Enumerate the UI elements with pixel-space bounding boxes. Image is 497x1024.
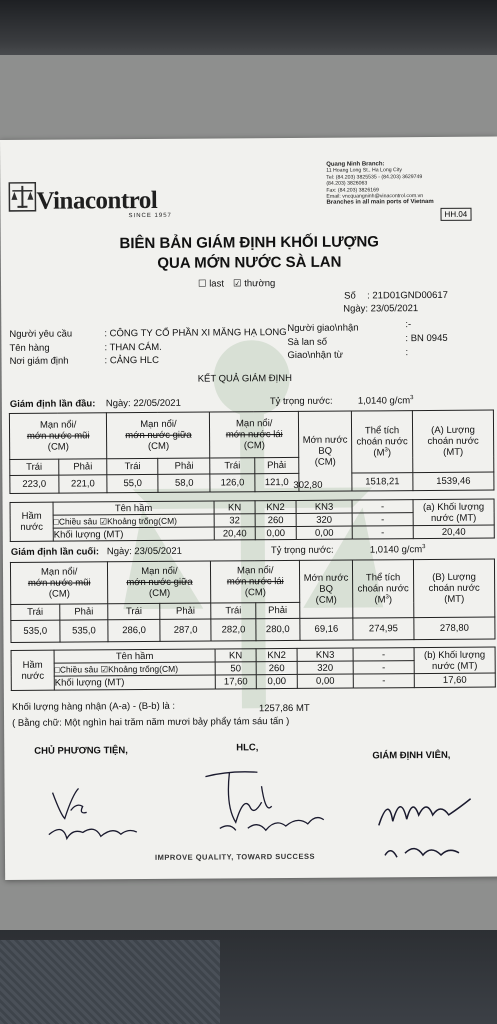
form-code: HH.04 (440, 208, 471, 221)
header-mid: Mạn nổi/ mớn nước giữa (CM) (108, 561, 211, 604)
mass-row: Khối lượng (MT) (54, 675, 215, 690)
owner-signature-icon (43, 784, 153, 845)
from-label: Giao\nhận từ (287, 349, 344, 361)
cell: 260 (255, 513, 296, 526)
header-bow: Mạn nổi/ mớn nước mũi (CM) (10, 562, 108, 605)
col-right: Phải (160, 603, 212, 619)
owner-sign-label: CHỦ PHƯƠNG TIỆN, (34, 745, 128, 757)
cell: 223,0 (10, 475, 59, 493)
ballast-label: Hầm nước (11, 650, 54, 690)
kn-header: KN (215, 649, 256, 662)
cell: 280,0 (256, 618, 300, 640)
cell: 0,00 (297, 674, 353, 688)
header-bow: Mạn nổi/ mớn nước mũi (CM) (9, 413, 107, 460)
place-label: Nơi giám định (9, 355, 69, 367)
kn2-header: KN2 (255, 500, 296, 513)
first-density-label: Tỷ trọng nước: (269, 395, 333, 408)
last-survey-date: Ngày: 23/05/2021 (106, 545, 182, 558)
scale-logo-icon (8, 182, 36, 212)
place-value: : CẢNG HLC (104, 354, 159, 367)
branch-fax: Fax: (84.203) 3826169 (326, 186, 379, 194)
last-survey-table (10, 559, 496, 643)
from-value: : (405, 347, 409, 359)
unchecked-box-icon: ☐ (197, 278, 207, 290)
surveyor-sign-label: GIÁM ĐỊNH VIÊN, (372, 749, 451, 762)
col-left: Trái (107, 458, 158, 474)
cell: 260 (256, 661, 297, 674)
document-page (0, 137, 497, 880)
document-title-line1: BIÊN BẢN GIÁM ĐỊNH KHỐI LƯỢNG (119, 233, 379, 253)
cell: 32 (214, 514, 255, 527)
branch-ports: Branches in all main ports of Vietnam (326, 199, 434, 207)
branch-tel2: (84.203) 3826063 (326, 180, 368, 187)
cell: 0,00 (255, 526, 296, 539)
so-label: Số (344, 290, 356, 302)
header-mid: Mạn nổi/ mớn nước giữa (CM) (107, 412, 210, 459)
header-avg-draft: Mớn nước BQ (CM) (299, 560, 352, 618)
option-thuong: ☑ thường (232, 278, 276, 290)
col-right: Phải (158, 458, 210, 474)
fabric-background (0, 940, 220, 1024)
requester-label: Người yêu cầu (9, 328, 73, 340)
goods-value: : THAN CÁM. (104, 341, 162, 354)
so-value: : 21D01GND00617 (367, 289, 448, 302)
water-mass-b-header: (b) Khối lượng nước (MT) (414, 647, 495, 674)
cell: 50 (215, 662, 256, 675)
tank-name-header: Tên hầm (53, 501, 214, 515)
kn-header: KN (214, 501, 255, 514)
last-density-value: 1,0140 $g/cm^3$ (369, 544, 426, 556)
last-survey-label: Giám định lần cuối: (10, 546, 100, 558)
cell-displacement: 278,80 (414, 617, 495, 640)
header-volume: Thể tích choán nước $(M^3)$ (351, 411, 412, 473)
ballast-table-first (10, 499, 495, 542)
goods-label: Tên hàng (9, 342, 50, 354)
cell: 0,00 (256, 674, 297, 688)
document-date: Ngày: 23/05/2021 (343, 303, 419, 315)
total-label: Khối lượng hàng nhận (A-a) - (B-b) là : (11, 700, 176, 713)
water-mass-a-value: 20,40 (413, 525, 494, 539)
cell: 58,0 (158, 474, 210, 492)
branch-address: 11 Hoang Long St., Ha Long City (326, 167, 402, 175)
kn3-header: KN3 (297, 648, 353, 661)
cell: 320 (297, 661, 353, 674)
hlc-sign-label: HLC, (236, 742, 259, 754)
header-volume: Thể tích choán nước $(M^3)$ (352, 560, 413, 618)
cell: 535,0 (11, 620, 60, 642)
branch-email: Email: vncquangninh@vinacontrol.com.vn (326, 193, 424, 200)
requester-value: : CÔNG TY CỔ PHẦN XI MĂNG HẠ LONG (104, 327, 287, 340)
col-right: Phải (58, 459, 107, 475)
water-mass-a-header: (a) Khối lượng nước (MT) (413, 499, 494, 526)
cell: 20,40 (214, 527, 255, 540)
header-avg-draft: Mớn nước BQ (CM) (298, 411, 352, 491)
dash-cell: - (352, 513, 413, 526)
barge-label: Sà lan số (287, 336, 328, 348)
branch-tel: Tel: (84.203) 3825535 - (84.203) 3629749 (326, 173, 423, 181)
header-stern: Mạn nổi/ mớn nước lái (CM) (210, 411, 299, 458)
cell: 0,00 (296, 526, 352, 539)
option-last: ☐ last (197, 278, 225, 290)
dash-cell: - (353, 648, 414, 661)
checked-box-icon: ☑ (232, 278, 242, 290)
barge-value: : BN 0945 (405, 332, 448, 345)
logo-text: Vinacontrol (36, 186, 158, 215)
cell: 221,0 (59, 475, 108, 493)
first-survey-date: Ngày: 22/05/2021 (105, 397, 181, 410)
cell: 121,0 (255, 473, 299, 491)
cell-displacement: 1539,46 (413, 472, 494, 491)
ballast-table-last (11, 647, 496, 691)
hlc-signature-icon (199, 766, 330, 842)
depth-ullage-row: □Chiều sâu ☑Khoảng trống(CM) (53, 514, 214, 528)
dash-cell: - (352, 526, 413, 539)
giao-value: :- (405, 319, 412, 331)
col-right: Phải (59, 604, 108, 620)
giao-label: Người giao\nhận (287, 322, 359, 334)
dash-cell: - (352, 500, 413, 513)
last-density-label: Tỷ trọng nước: (270, 544, 334, 557)
cell-volume: 274,95 (353, 618, 414, 640)
depth-ullage-row: □Chiều sâu ☑Khoảng trống(CM) (54, 662, 215, 676)
branch-title: Quang Ninh Branch: (326, 161, 385, 168)
tank-name-header: Tên hầm (54, 649, 215, 663)
total-value: 1257,86 MT (258, 702, 310, 715)
cell-avg-draft: 69,16 (300, 618, 353, 640)
col-left: Trái (108, 603, 160, 619)
first-survey-label: Giám định lần đầu: (9, 398, 96, 410)
logo (8, 182, 36, 217)
cell-volume: 1518,21 (352, 473, 413, 491)
cell: 320 (296, 513, 352, 526)
kn2-header: KN2 (256, 648, 297, 661)
first-avg-draft-value: 302,80 (293, 479, 323, 491)
col-left: Trái (211, 603, 255, 619)
dash-cell: - (353, 661, 414, 674)
col-left: Trái (10, 459, 59, 475)
cell: 287,0 (160, 619, 212, 641)
result-title: KẾT QUẢ GIÁM ĐỊNH (197, 372, 293, 385)
mass-row: Khối lượng (MT) (53, 527, 214, 541)
kn3-header: KN3 (296, 500, 352, 513)
cell: 126,0 (210, 474, 254, 492)
water-mass-b-value: 17,60 (414, 673, 495, 688)
header-stern: Mạn nổi/ mớn nước lái (CM) (211, 560, 300, 603)
header-displacement-A: (A) Lượng choán nước (MT) (412, 410, 493, 473)
cell: 282,0 (211, 619, 255, 641)
col-right: Phải (255, 602, 299, 618)
surveyor-signature-icon (375, 785, 496, 866)
ballast-label: Hầm nước (10, 502, 53, 541)
col-right: Phải (254, 457, 298, 473)
col-left: Trái (210, 458, 254, 474)
header-displacement-B: (B) Lượng choán nước (MT) (413, 559, 494, 618)
first-survey-table (9, 410, 495, 494)
first-density-value: 1,0140 $g/cm^3$ (357, 395, 414, 407)
amount-in-words: ( Bằng chữ: Một nghìn hai trăm năm mươi bảy phẩy tám sáu tấn ) (12, 715, 290, 729)
document-title-line2: QUA MỚN NƯỚC SÀ LAN (157, 253, 342, 272)
cell: 535,0 (60, 620, 109, 642)
cell: 55,0 (107, 474, 158, 492)
company-slogan: IMPROVE QUALITY, TOWARD SUCCESS (154, 851, 316, 862)
col-left: Trái (11, 604, 60, 620)
logo-since: SINCE 1957 (128, 212, 172, 220)
cell: 286,0 (108, 619, 160, 641)
dash-cell: - (353, 674, 414, 688)
cell: 17,60 (215, 675, 256, 689)
branch-info (326, 161, 434, 207)
